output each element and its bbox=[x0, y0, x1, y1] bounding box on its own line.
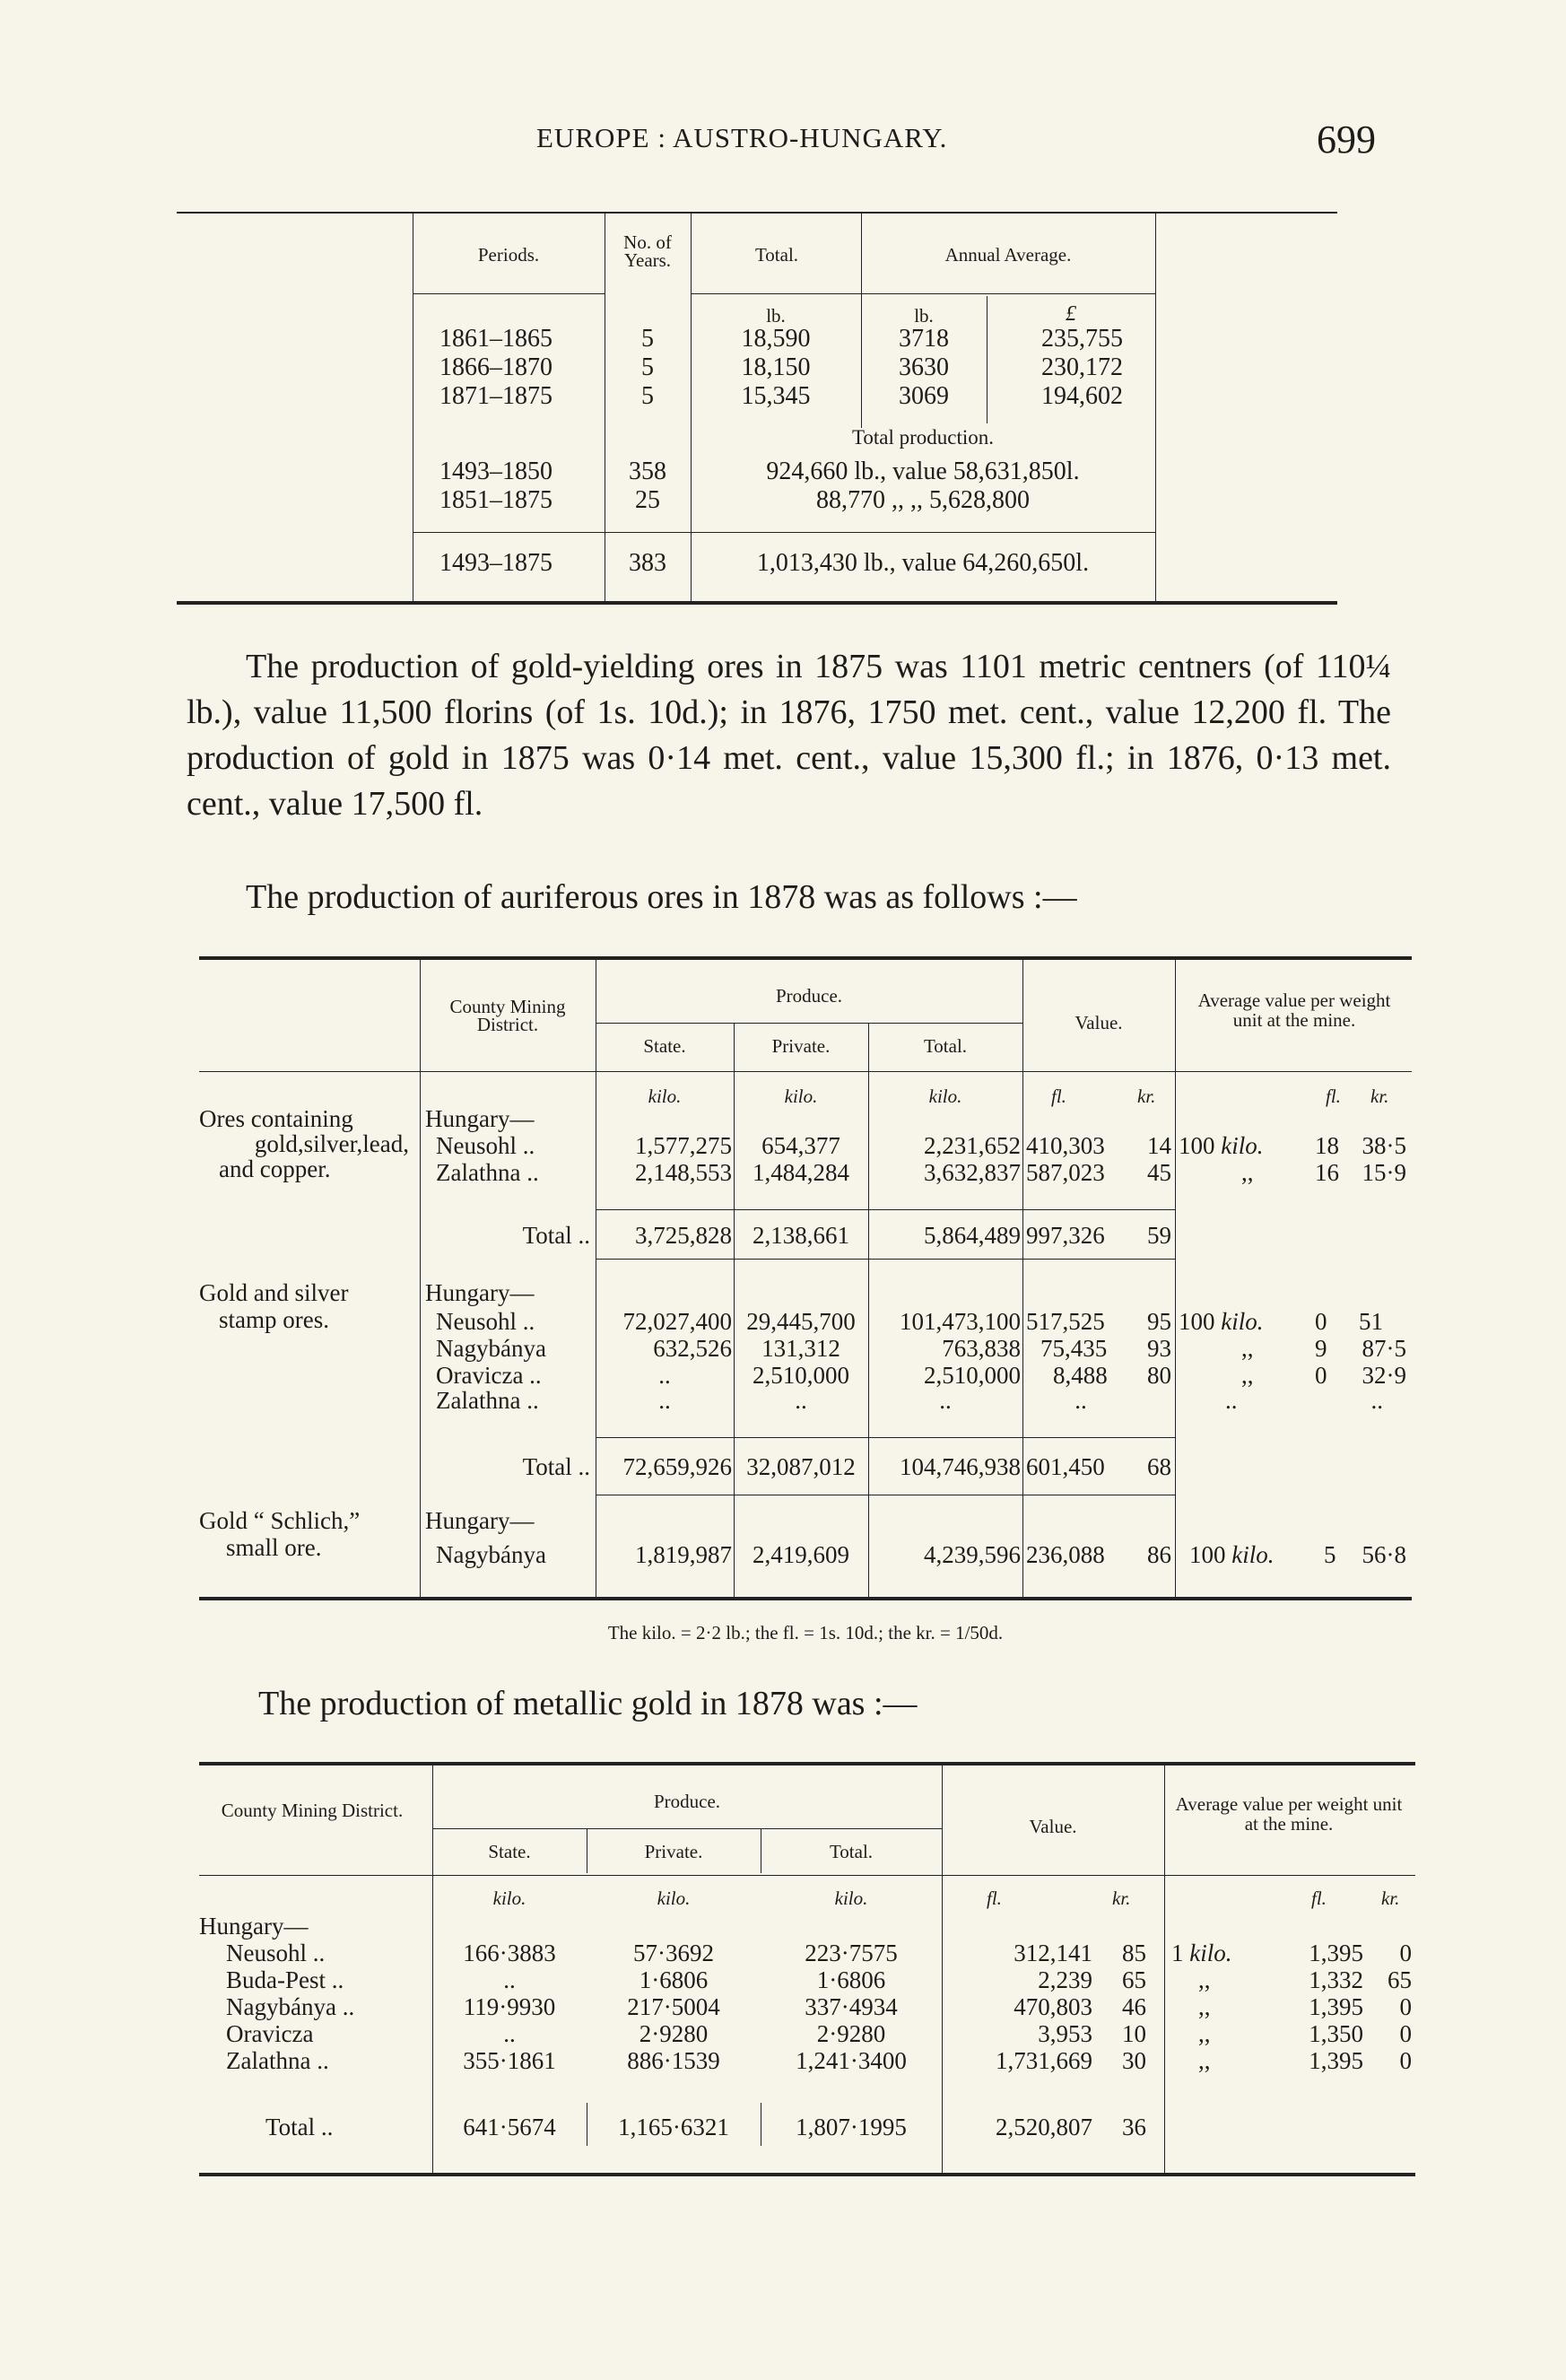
avg-fl-cell: 1,332 bbox=[1309, 1966, 1363, 1993]
unit-kr: kr. bbox=[1137, 1085, 1156, 1107]
private-cell: 29,445,700 bbox=[746, 1308, 856, 1335]
private-cell: 1,484,284 bbox=[753, 1159, 849, 1186]
kr-cell: 85 bbox=[1122, 1940, 1146, 1966]
district-cell: Neusohl .. bbox=[436, 1132, 535, 1159]
private-cell: 886·1539 bbox=[627, 2047, 720, 2074]
section-label: gold,silver,lead, bbox=[254, 1130, 409, 1157]
private-cell: 131,312 bbox=[761, 1335, 840, 1362]
state-cell: 355·1861 bbox=[463, 2047, 556, 2074]
total-label: Total .. bbox=[522, 1222, 590, 1249]
unit-fl: fl. bbox=[1326, 1085, 1341, 1107]
header-district: County Mining District. bbox=[449, 996, 566, 1035]
total-cell: 2·9280 bbox=[816, 2020, 886, 2047]
state-cell: 1,819,987 bbox=[635, 1541, 732, 1568]
state-total: 3,725,828 bbox=[635, 1222, 732, 1249]
header-private: Private. bbox=[771, 1035, 831, 1057]
total-cell: 15,345 bbox=[741, 382, 811, 410]
header-produce: Produce. bbox=[775, 985, 843, 1007]
kr-cell: 45 bbox=[1147, 1159, 1171, 1186]
section-label: Gold and silver bbox=[199, 1279, 349, 1306]
avg-unit-cell: ,, bbox=[1198, 1966, 1211, 1993]
total-total: 104,746,938 bbox=[900, 1453, 1021, 1480]
private-total: 32,087,012 bbox=[746, 1453, 856, 1480]
years-cell: 5 bbox=[641, 382, 654, 410]
total-cell: 18,150 bbox=[741, 353, 811, 381]
header-value: Value. bbox=[1029, 1816, 1077, 1837]
table-footnote bbox=[199, 1622, 1412, 1644]
fl-cell: 75,435 bbox=[1040, 1335, 1108, 1362]
avg-unit-number: 100 bbox=[1179, 1132, 1222, 1159]
years-cell: 358 bbox=[629, 458, 666, 485]
district-cell: Zalathna .. bbox=[226, 2047, 329, 2074]
district-cell: Buda-Pest .. bbox=[226, 1966, 344, 1993]
private-cell: 217·5004 bbox=[627, 1993, 720, 2020]
total-total: 5,864,489 bbox=[924, 1222, 1021, 1249]
kr-cell: 86 bbox=[1147, 1541, 1171, 1568]
unit-kr: kr. bbox=[1370, 1085, 1389, 1107]
avg-fl-cell: 1,395 bbox=[1309, 1993, 1363, 2020]
paragraph-auriferous-intro: The production of auriferous ores in 1878 was as follows :— bbox=[246, 878, 1077, 916]
section-label: Gold “ Schlich,” bbox=[199, 1507, 361, 1534]
fl-cell: 236,088 bbox=[1026, 1541, 1105, 1568]
avg-unit-number: 100 bbox=[1179, 1308, 1222, 1335]
header-average: Average value per weight unit at the mine. bbox=[1175, 1793, 1403, 1835]
avg-lb-cell: 3630 bbox=[899, 353, 949, 381]
section-label: small ore. bbox=[226, 1534, 322, 1561]
avg-unit-kilo: kilo. bbox=[1221, 1308, 1264, 1335]
header-total: Total. bbox=[754, 244, 799, 266]
running-header: EUROPE : AUSTRO-HUNGARY. bbox=[536, 122, 948, 153]
state-cell: .. bbox=[658, 1362, 671, 1389]
avg-fl-cell: 1,395 bbox=[1309, 1940, 1363, 1966]
total-label: Total .. bbox=[265, 2114, 334, 2140]
total-cell: 763,838 bbox=[942, 1335, 1021, 1362]
district-cell: Neusohl .. bbox=[436, 1308, 535, 1335]
unit-kr: kr. bbox=[1112, 1887, 1131, 1909]
avg-kr-cell: 65 bbox=[1388, 1966, 1412, 1993]
period-cell: 1861–1865 bbox=[439, 325, 552, 353]
total-production-label: Total production. bbox=[851, 426, 995, 449]
unit-kilo: kilo. bbox=[657, 1887, 691, 1909]
district-cell: Oravicza bbox=[226, 2020, 314, 2047]
avg-kr-cell: 56·8 bbox=[1362, 1541, 1406, 1568]
header-no-years: No. of Years. bbox=[623, 231, 672, 271]
fl-cell: 470,803 bbox=[1014, 1993, 1092, 2020]
header-private: Private. bbox=[644, 1841, 703, 1862]
avg-kr-cell: 38·5 bbox=[1362, 1132, 1406, 1159]
state-cell: 2,148,553 bbox=[635, 1159, 732, 1186]
region-label: Hungary— bbox=[425, 1105, 535, 1132]
private-cell: 2,419,609 bbox=[753, 1541, 849, 1568]
unit-kilo: kilo. bbox=[834, 1887, 868, 1909]
avg-fl-cell: 1,350 bbox=[1309, 2020, 1363, 2047]
paragraph-metallic-gold: The production of metallic gold in 1878 was :— bbox=[258, 1685, 918, 1722]
private-cell: 57·3692 bbox=[633, 1940, 714, 1966]
avg-fl-cell: 5 bbox=[1324, 1541, 1336, 1568]
fl-cell: 517,525 bbox=[1026, 1308, 1105, 1335]
fl-cell: 312,141 bbox=[1014, 1940, 1092, 1966]
years-cell: 5 bbox=[641, 353, 654, 381]
avg-kr-cell: 0 bbox=[1399, 1993, 1412, 2020]
unit-avg-pound: £ bbox=[1066, 302, 1076, 326]
period-cell: 1871–1875 bbox=[439, 382, 552, 410]
kr-cell: 95 bbox=[1147, 1308, 1171, 1335]
private-cell: 654,377 bbox=[761, 1132, 840, 1159]
avg-unit-cell: ,, bbox=[1241, 1362, 1254, 1389]
private-cell: .. bbox=[795, 1387, 807, 1414]
avg-unit-cell: ,, bbox=[1241, 1335, 1254, 1362]
kr-cell: 93 bbox=[1147, 1335, 1171, 1362]
state-cell: 119·9930 bbox=[463, 1993, 556, 2020]
state-cell: .. bbox=[503, 1966, 516, 1993]
private-total: 1,165·6321 bbox=[618, 2114, 729, 2140]
total-cell: 18,590 bbox=[741, 325, 811, 353]
avg-unit-kilo: kilo. bbox=[1231, 1541, 1275, 1568]
unit-kilo: kilo. bbox=[784, 1085, 818, 1107]
state-total: 72,659,926 bbox=[622, 1453, 732, 1480]
avg-unit-cell: ,, bbox=[1241, 1159, 1254, 1186]
unit-kilo: kilo. bbox=[928, 1085, 962, 1107]
unit-fl: fl. bbox=[1311, 1887, 1327, 1909]
district-cell: Zalathna .. bbox=[436, 1387, 539, 1414]
avg-lb-cell: 3718 bbox=[899, 325, 949, 353]
fl-total: 2,520,807 bbox=[996, 2114, 1092, 2140]
kr-cell: 46 bbox=[1122, 1993, 1146, 2020]
unit-kr: kr. bbox=[1381, 1887, 1400, 1909]
total-cell: 1·6806 bbox=[816, 1966, 886, 1993]
avg-unit-number: 100 bbox=[1189, 1541, 1232, 1568]
fl-cell: 1,731,669 bbox=[996, 2047, 1092, 2074]
district-cell: Nagybánya bbox=[436, 1541, 546, 1568]
production-text: 88,770 ,, ,, 5,628,800 bbox=[816, 486, 1030, 514]
state-cell: .. bbox=[503, 2020, 516, 2047]
avg-unit-kilo: kilo. bbox=[1189, 1940, 1232, 1966]
years-cell: 5 bbox=[641, 325, 654, 353]
fl-cell: .. bbox=[1074, 1387, 1087, 1414]
unit-fl: fl. bbox=[1051, 1085, 1066, 1107]
kr-total: 36 bbox=[1122, 2114, 1146, 2140]
district-cell: Neusohl .. bbox=[226, 1940, 326, 1966]
avg-kr-cell: 0 bbox=[1399, 1940, 1412, 1966]
avg-unit-kilo: kilo. bbox=[1221, 1132, 1264, 1159]
header-state: State. bbox=[643, 1035, 686, 1057]
total-cell: 4,239,596 bbox=[924, 1541, 1021, 1568]
production-text: 1,013,430 lb., value 64,260,650l. bbox=[756, 549, 1090, 577]
unit-kilo: kilo. bbox=[492, 1887, 526, 1909]
district-cell: Nagybánya bbox=[436, 1335, 546, 1362]
section-label: Ores containing bbox=[199, 1105, 353, 1132]
avg-unit-cell bbox=[1189, 1541, 1275, 1569]
avg-kr-cell: .. bbox=[1370, 1387, 1383, 1414]
total-cell: 1,241·3400 bbox=[796, 2047, 907, 2074]
header-produce: Produce. bbox=[653, 1791, 721, 1812]
fl-cell: 2,239 bbox=[1038, 1966, 1092, 1993]
period-cell: 1866–1870 bbox=[439, 353, 552, 381]
header-annual-average: Annual Average. bbox=[944, 244, 1072, 266]
unit-kilo: kilo. bbox=[648, 1085, 682, 1107]
fl-cell: 587,023 bbox=[1026, 1159, 1105, 1186]
footnote-text: The kilo. = 2·2 lb.; the fl. = 1s. 10d.; the kr. = 1/50d. bbox=[607, 1622, 1004, 1643]
avg-kr-cell: 15·9 bbox=[1362, 1159, 1406, 1186]
unit-fl: fl. bbox=[987, 1887, 1002, 1909]
avg-value-cell: 230,172 bbox=[1041, 353, 1123, 381]
avg-unit-cell bbox=[1171, 1940, 1232, 1967]
total-cell: 2,231,652 bbox=[924, 1132, 1021, 1159]
district-cell: Zalathna .. bbox=[436, 1159, 539, 1186]
avg-fl-cell: 0 bbox=[1315, 1308, 1327, 1335]
avg-value-cell: 235,755 bbox=[1041, 325, 1123, 353]
avg-kr-cell: 0 bbox=[1399, 2020, 1412, 2047]
section-label: stamp ores. bbox=[219, 1306, 329, 1333]
fl-total: 997,326 bbox=[1026, 1222, 1105, 1249]
avg-unit-number: 1 bbox=[1171, 1940, 1190, 1966]
state-total: 641·5674 bbox=[463, 2114, 556, 2140]
avg-unit-cell: ,, bbox=[1198, 2020, 1211, 2047]
state-cell: 72,027,400 bbox=[622, 1308, 732, 1335]
region-label: Hungary— bbox=[425, 1507, 535, 1534]
fl-total: 601,450 bbox=[1026, 1453, 1105, 1480]
avg-lb-cell: 3069 bbox=[899, 382, 949, 410]
avg-kr-cell: 32·9 bbox=[1362, 1362, 1406, 1389]
kr-cell: 30 bbox=[1122, 2047, 1146, 2074]
total-cell: 223·7575 bbox=[805, 1940, 898, 1966]
fl-cell: 8,488 bbox=[1053, 1362, 1108, 1389]
state-cell: .. bbox=[658, 1387, 671, 1414]
district-cell: Nagybánya .. bbox=[226, 1993, 355, 2020]
total-total: 1,807·1995 bbox=[796, 2114, 907, 2140]
kr-cell: 10 bbox=[1122, 2020, 1146, 2047]
state-cell: 632,526 bbox=[653, 1335, 732, 1362]
state-cell: 1,577,275 bbox=[635, 1132, 732, 1159]
avg-kr-cell: 51 bbox=[1359, 1308, 1383, 1335]
state-cell: 166·3883 bbox=[463, 1940, 556, 1966]
paragraph-gold-ores: The production of gold-yielding ores in 1875 was 1101 metric centners (of 110¼ lb.), value 11,500 florins (of 1s. 10d.); in 1876, 1750 met. cent., value 12,200 fl. The production of gold in 1875 was 0·14 met. cent., value 15,300 fl.; in 1876, 0·13 met. cent., value 17,500 fl. bbox=[187, 648, 1391, 823]
kr-cell: 14 bbox=[1147, 1132, 1171, 1159]
avg-unit-cell bbox=[1179, 1308, 1264, 1336]
unit-total-lb: lb. bbox=[766, 305, 786, 327]
total-cell: 3,632,837 bbox=[924, 1159, 1021, 1186]
avg-unit-cell: ,, bbox=[1198, 2047, 1211, 2074]
private-cell: 2·9280 bbox=[639, 2020, 709, 2047]
avg-fl-cell: 18 bbox=[1315, 1132, 1339, 1159]
avg-unit-cell bbox=[1179, 1132, 1264, 1160]
header-district: County Mining District. bbox=[221, 1800, 404, 1821]
header-state: State. bbox=[488, 1841, 531, 1862]
period-cell: 1493–1850 bbox=[439, 458, 552, 485]
page-number: 699 bbox=[1317, 118, 1376, 161]
avg-fl-cell: 0 bbox=[1315, 1362, 1327, 1389]
kr-total: 59 bbox=[1147, 1222, 1171, 1249]
region-label: Hungary— bbox=[425, 1279, 535, 1306]
avg-kr-cell: 87·5 bbox=[1362, 1335, 1406, 1362]
kr-total: 68 bbox=[1147, 1453, 1171, 1480]
avg-fl-cell: 9 bbox=[1315, 1335, 1327, 1362]
section-label: and copper. bbox=[219, 1155, 331, 1182]
period-cell: 1851–1875 bbox=[439, 486, 552, 514]
avg-fl-cell: 1,395 bbox=[1309, 2047, 1363, 2074]
private-total: 2,138,661 bbox=[753, 1222, 849, 1249]
years-cell: 25 bbox=[635, 486, 660, 514]
district-cell: Oravicza .. bbox=[436, 1362, 542, 1389]
unit-avg-lb: lb. bbox=[914, 305, 934, 327]
header-periods: Periods. bbox=[477, 244, 540, 266]
header-average: Average value per weight unit at the mine. bbox=[1197, 989, 1391, 1031]
total-cell: 337·4934 bbox=[805, 1993, 898, 2020]
total-label: Total .. bbox=[522, 1453, 590, 1480]
total-cell: .. bbox=[939, 1387, 952, 1414]
private-cell: 1·6806 bbox=[639, 1966, 709, 1993]
fl-cell: 410,303 bbox=[1026, 1132, 1105, 1159]
kr-cell: 65 bbox=[1122, 1966, 1146, 1993]
kr-cell: 80 bbox=[1147, 1362, 1171, 1389]
avg-fl-cell: 16 bbox=[1315, 1159, 1339, 1186]
fl-cell: 3,953 bbox=[1038, 2020, 1092, 2047]
avg-unit-cell: ,, bbox=[1198, 1993, 1211, 2020]
header-total: Total. bbox=[829, 1841, 874, 1862]
header-value: Value. bbox=[1074, 1012, 1123, 1033]
avg-value-cell: 194,602 bbox=[1041, 382, 1123, 410]
header-total: Total. bbox=[923, 1035, 968, 1057]
production-text: 924,660 lb., value 58,631,850l. bbox=[766, 458, 1080, 485]
total-cell: 101,473,100 bbox=[900, 1308, 1021, 1335]
total-cell: 2,510,000 bbox=[924, 1362, 1021, 1389]
avg-unit-cell: .. bbox=[1225, 1387, 1238, 1414]
avg-kr-cell: 0 bbox=[1399, 2047, 1412, 2074]
period-cell: 1493–1875 bbox=[439, 549, 552, 577]
private-cell: 2,510,000 bbox=[753, 1362, 849, 1389]
region-label: Hungary— bbox=[199, 1913, 309, 1940]
years-cell: 383 bbox=[629, 549, 666, 577]
